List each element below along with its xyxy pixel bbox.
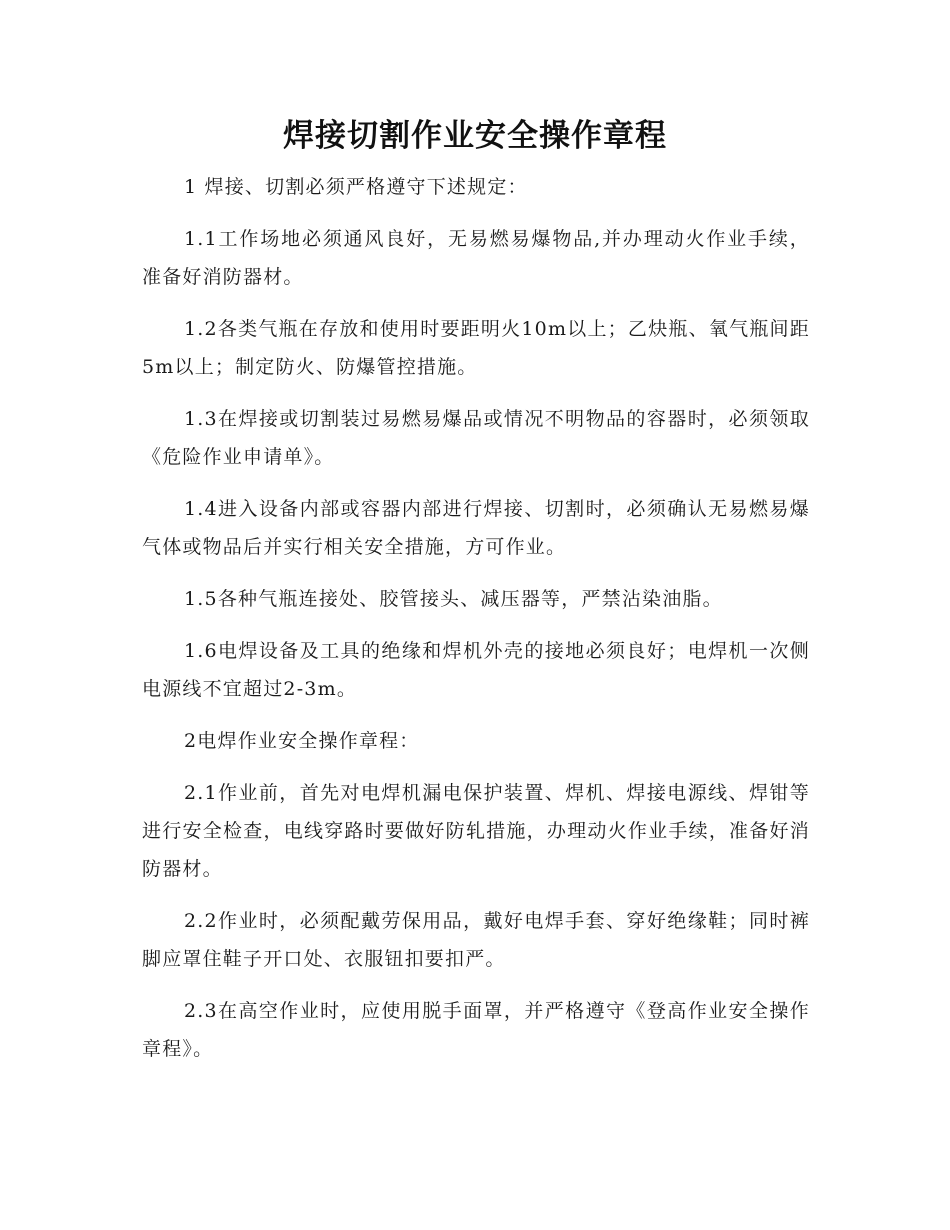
paragraph-2-1: 2.1作业前，首先对电焊机漏电保护装置、焊机、焊接电源线、焊钳等进行安全检查，电线穿路时要做好防轧措施，办理动火作业手续，准备好消防器材。 bbox=[142, 782, 810, 880]
paragraph-1-3: 1.3在焊接或切割装过易燃易爆品或情况不明物品的容器时，必须领取《危险作业申请单》。 bbox=[142, 408, 810, 468]
paragraph-1-4: 1.4进入设备内部或容器内部进行焊接、切割时，必须确认无易燃易爆气体或物品后并实行相关安全措施，方可作业。 bbox=[142, 498, 810, 558]
paragraph-1-6: 1.6电焊设备及工具的绝缘和焊机外壳的接地必须良好；电焊机一次侧电源线不宜超过2-3m。 bbox=[142, 640, 810, 700]
paragraph-1: 1 焊接、切割必须严格遵守下述规定： bbox=[184, 176, 528, 198]
paragraph-1-5: 1.5各种气瓶连接处、胶管接头、减压器等，严禁沾染油脂。 bbox=[184, 588, 723, 610]
paragraph-1-2: 1.2各类气瓶在存放和使用时要距明火10m以上；乙炔瓶、氧气瓶间距5m以上；制定防火、防爆管控措施。 bbox=[142, 318, 810, 378]
document-body bbox=[142, 168, 810, 1082]
paragraph-2-3: 2.3在高空作业时，应使用脱手面罩，并严格遵守《登高作业安全操作章程》。 bbox=[142, 1000, 810, 1060]
paragraph-1-1: 1.1工作场地必须通风良好，无易燃易爆物品,并办理动火作业手续，准备好消防器材。 bbox=[142, 228, 810, 288]
paragraph-2: 2电焊作业安全操作章程： bbox=[184, 730, 420, 752]
paragraph-2-2: 2.2作业时，必须配戴劳保用品，戴好电焊手套、穿好绝缘鞋；同时裤脚应罩住鞋子开口处、衣服钮扣要扣严。 bbox=[142, 910, 810, 970]
page-title: 焊接切割作业安全操作章程 bbox=[283, 118, 667, 154]
